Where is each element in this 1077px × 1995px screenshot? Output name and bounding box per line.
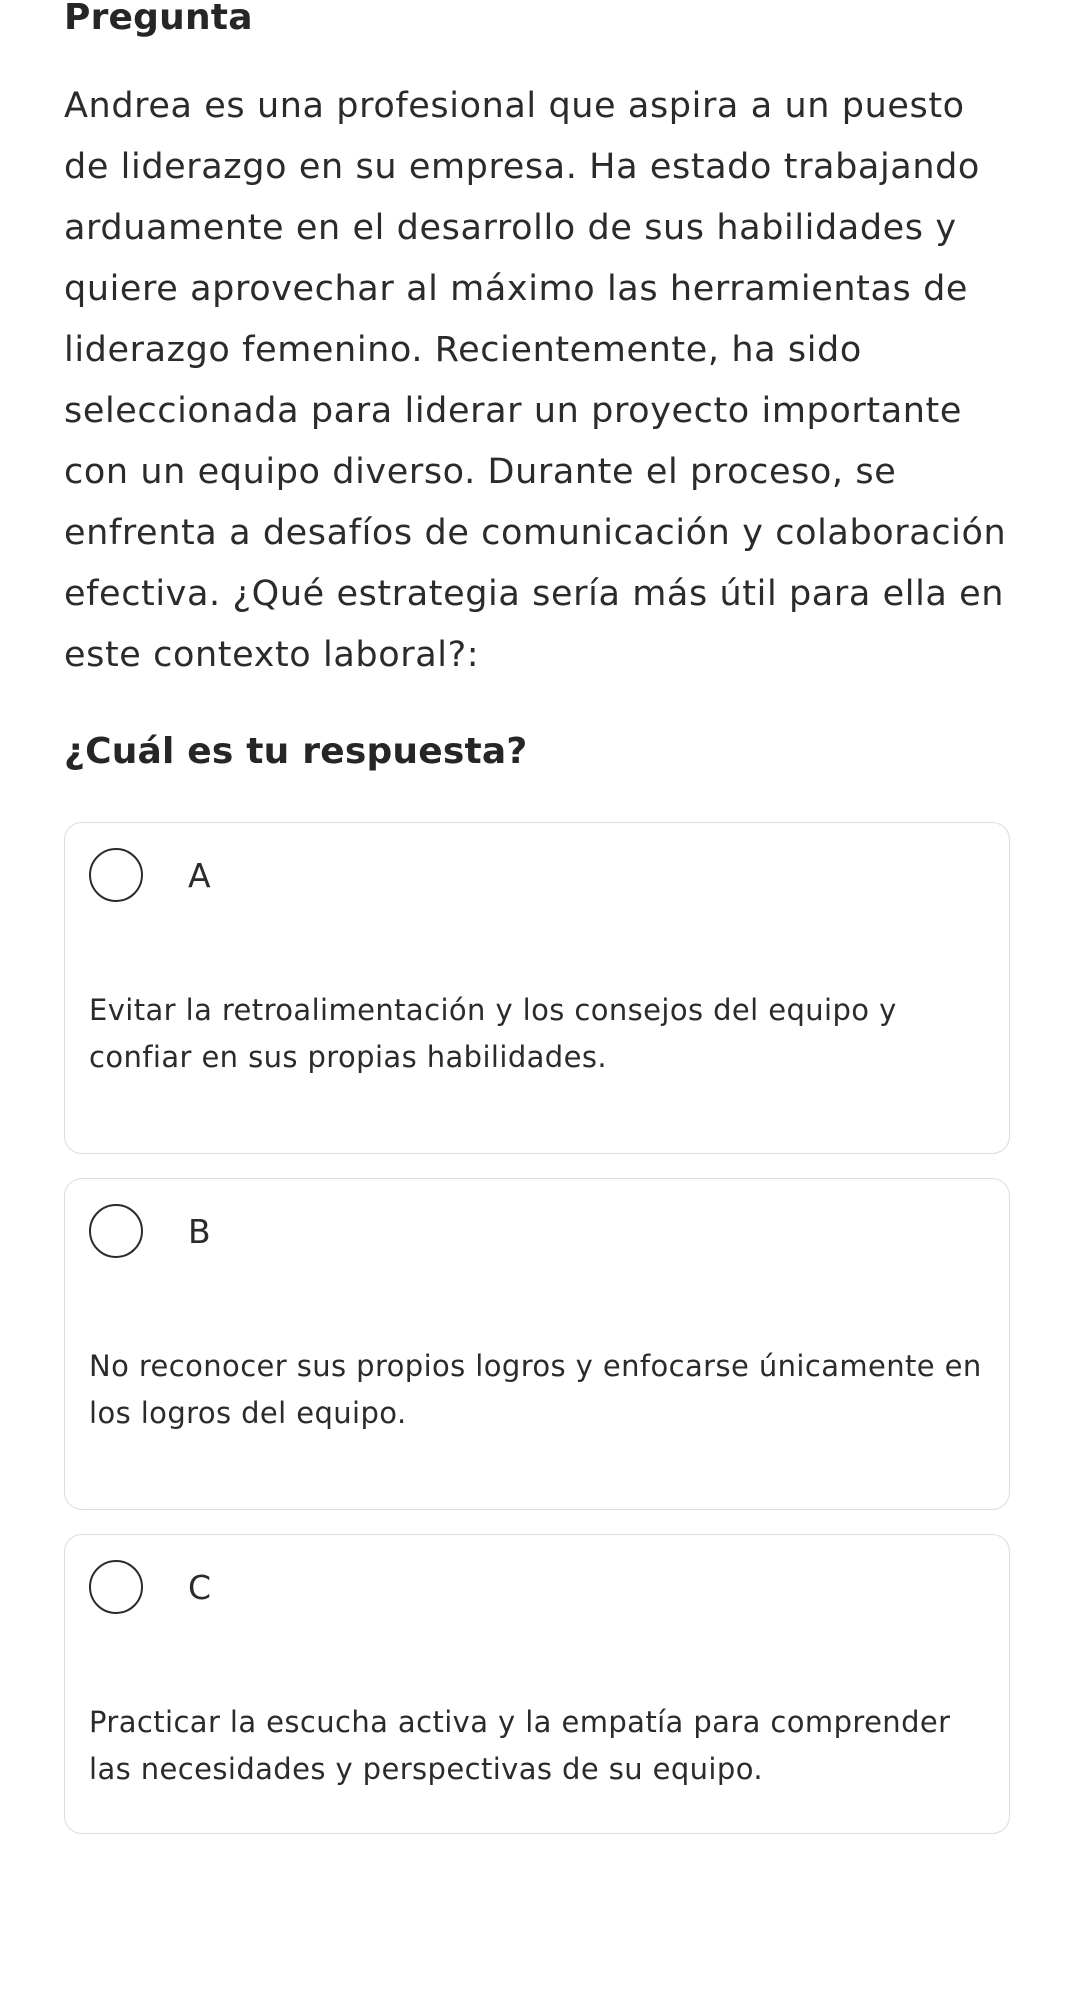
option-a[interactable] <box>64 822 1010 1154</box>
radio-button[interactable] <box>89 1204 143 1258</box>
question-text: Andrea es una profesional que aspira a un puesto de liderazgo en su empresa. Ha estado trabajando arduamente en el desarrollo de sus habilidades y quiere aprovechar al máximo las herramientas de liderazgo femenino. Recientemente, ha sido seleccionada para liderar un proyecto importante con un equipo diverso. Durante el proceso, se enfrenta a desafíos de comunicación y colaboración efectiva. ¿Qué estrategia sería más útil para ella en este contexto laboral?: <box>64 86 1007 675</box>
option-c[interactable] <box>64 1534 1010 1834</box>
section-title: Pregunta <box>64 0 253 38</box>
option-text: No reconocer sus propios logros y enfocarse únicamente en los logros del equipo. <box>89 1349 982 1430</box>
option-header <box>89 1559 985 1615</box>
option-letter: A <box>188 855 211 895</box>
option-letter: C <box>188 1567 212 1607</box>
answer-options <box>64 822 1010 1834</box>
option-header <box>89 847 985 903</box>
option-text: Practicar la escucha activa y la empatía para comprender las necesidades y perspectivas de su equipo. <box>89 1705 951 1786</box>
question-page <box>64 0 1010 1858</box>
radio-button[interactable] <box>89 848 143 902</box>
option-b[interactable] <box>64 1178 1010 1510</box>
option-text: Evitar la retroalimentación y los consejos del equipo y confiar en sus propias habilidades. <box>89 993 897 1074</box>
option-header <box>89 1203 985 1259</box>
answer-prompt: ¿Cuál es tu respuesta? <box>64 731 528 772</box>
option-letter: B <box>188 1211 211 1251</box>
radio-button[interactable] <box>89 1560 143 1614</box>
